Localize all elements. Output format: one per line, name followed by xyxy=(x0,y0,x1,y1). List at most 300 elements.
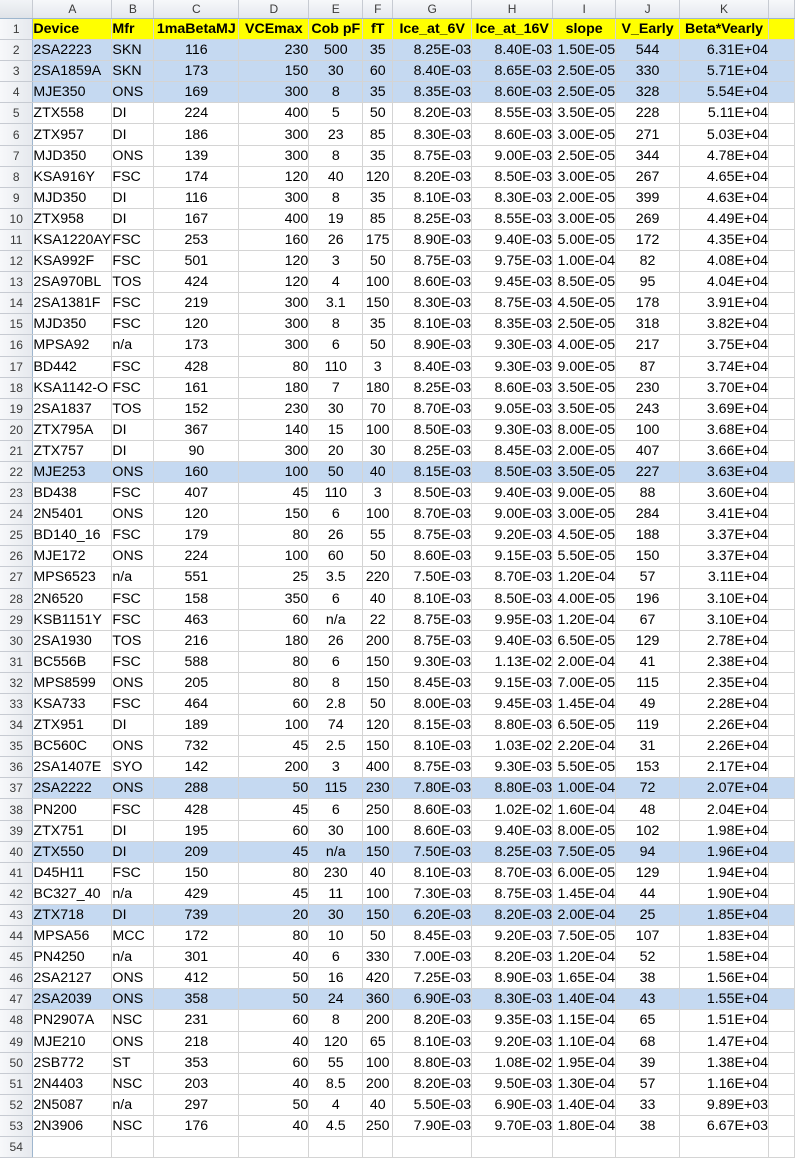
cell[interactable]: 1.90E+04 xyxy=(680,883,769,904)
cell[interactable] xyxy=(363,1136,393,1157)
cell[interactable]: 6.50E-05 xyxy=(553,630,616,651)
cell[interactable]: 45 xyxy=(239,483,309,504)
cell[interactable]: 2SA2222 xyxy=(33,778,112,799)
cell[interactable]: 209 xyxy=(154,841,239,862)
cell[interactable]: 8.15E-03 xyxy=(393,715,472,736)
cell[interactable]: n/a xyxy=(309,609,363,630)
cell[interactable]: 8.10E-03 xyxy=(393,588,472,609)
cell[interactable]: 318 xyxy=(616,314,680,335)
cell[interactable] xyxy=(616,1136,680,1157)
cell[interactable]: 269 xyxy=(616,208,680,229)
cell[interactable]: 1.20E-04 xyxy=(553,947,616,968)
cell[interactable]: 3.11E+04 xyxy=(680,567,769,588)
cell[interactable]: 172 xyxy=(616,229,680,250)
cell[interactable]: 464 xyxy=(154,694,239,715)
cell[interactable]: 300 xyxy=(239,335,309,356)
cell[interactable]: 3.37E+04 xyxy=(680,546,769,567)
cell[interactable]: 2.17E+04 xyxy=(680,757,769,778)
cell[interactable]: MJD350 xyxy=(33,145,112,166)
cell[interactable]: 95 xyxy=(616,272,680,293)
cell[interactable]: PN4250 xyxy=(33,947,112,968)
cell[interactable]: 551 xyxy=(154,567,239,588)
cell-empty[interactable] xyxy=(769,356,795,377)
cell[interactable]: 8.75E-03 xyxy=(472,293,553,314)
cell[interactable]: 4.50E-05 xyxy=(553,525,616,546)
cell[interactable]: ONS xyxy=(112,504,154,525)
cell[interactable]: FSC xyxy=(112,651,154,672)
cell[interactable]: 107 xyxy=(616,926,680,947)
cell[interactable]: 330 xyxy=(363,947,393,968)
cell-empty[interactable] xyxy=(769,40,795,61)
cell[interactable]: SKN xyxy=(112,61,154,82)
cell[interactable]: 350 xyxy=(239,588,309,609)
column-title-cell[interactable]: Device xyxy=(33,19,112,40)
cell[interactable]: 139 xyxy=(154,145,239,166)
cell[interactable]: 1.00E-04 xyxy=(553,778,616,799)
row-header[interactable]: 46 xyxy=(0,968,33,989)
cell[interactable]: FSC xyxy=(112,799,154,820)
cell[interactable]: 8.20E-03 xyxy=(472,947,553,968)
cell[interactable] xyxy=(393,1136,472,1157)
cell[interactable]: 9.40E-03 xyxy=(472,483,553,504)
cell[interactable]: KSA992F xyxy=(33,251,112,272)
cell[interactable]: 1.08E-02 xyxy=(472,1052,553,1073)
cell[interactable]: 100 xyxy=(363,419,393,440)
cell[interactable]: 3.00E-05 xyxy=(553,208,616,229)
cell-empty[interactable] xyxy=(769,757,795,778)
cell[interactable]: 80 xyxy=(239,672,309,693)
cell[interactable]: 82 xyxy=(616,251,680,272)
cell[interactable]: 9.75E-03 xyxy=(472,251,553,272)
cell[interactable]: 360 xyxy=(363,989,393,1010)
cell[interactable]: 100 xyxy=(363,1052,393,1073)
cell[interactable]: 6 xyxy=(309,947,363,968)
cell[interactable]: 100 xyxy=(239,461,309,482)
column-header[interactable]: B xyxy=(112,0,154,19)
cell[interactable]: 88 xyxy=(616,483,680,504)
cell[interactable]: 8.55E-03 xyxy=(472,103,553,124)
cell[interactable]: 5 xyxy=(309,103,363,124)
cell[interactable]: 1.38E+04 xyxy=(680,1052,769,1073)
cell[interactable]: NSC xyxy=(112,1073,154,1094)
cell[interactable]: 9.30E-03 xyxy=(472,356,553,377)
row-header[interactable]: 9 xyxy=(0,187,33,208)
cell[interactable]: 8.10E-03 xyxy=(393,736,472,757)
cell[interactable]: 2.28E+04 xyxy=(680,694,769,715)
cell[interactable]: 8.45E-03 xyxy=(393,672,472,693)
cell[interactable]: 399 xyxy=(616,187,680,208)
cell[interactable]: 175 xyxy=(363,229,393,250)
cell[interactable]: 57 xyxy=(616,567,680,588)
cell[interactable]: 5.50E-05 xyxy=(553,757,616,778)
cell[interactable]: 4.63E+04 xyxy=(680,187,769,208)
cell[interactable]: 3.74E+04 xyxy=(680,356,769,377)
cell[interactable]: 24 xyxy=(309,989,363,1010)
cell[interactable]: 35 xyxy=(363,187,393,208)
cell[interactable]: ZTX957 xyxy=(33,124,112,145)
cell[interactable]: 2SA1407E xyxy=(33,757,112,778)
cell[interactable]: 9.20E-03 xyxy=(472,525,553,546)
cell[interactable]: 26 xyxy=(309,630,363,651)
cell[interactable]: 3.91E+04 xyxy=(680,293,769,314)
cell[interactable]: 50 xyxy=(363,926,393,947)
cell[interactable]: 407 xyxy=(616,440,680,461)
cell[interactable]: 1.55E+04 xyxy=(680,989,769,1010)
cell[interactable]: 9.00E-03 xyxy=(472,145,553,166)
cell[interactable]: 1.03E-02 xyxy=(472,736,553,757)
cell[interactable]: BD140_16 xyxy=(33,525,112,546)
cell[interactable]: 120 xyxy=(239,166,309,187)
cell[interactable]: 120 xyxy=(309,1031,363,1052)
cell-empty[interactable] xyxy=(769,609,795,630)
cell[interactable]: 1.51E+04 xyxy=(680,1010,769,1031)
cell[interactable]: 31 xyxy=(616,736,680,757)
cell[interactable]: 150 xyxy=(363,651,393,672)
cell[interactable]: 158 xyxy=(154,588,239,609)
cell[interactable]: 2SB772 xyxy=(33,1052,112,1073)
cell[interactable]: 2.20E-04 xyxy=(553,736,616,757)
cell[interactable]: 8.15E-03 xyxy=(393,461,472,482)
cell[interactable]: 288 xyxy=(154,778,239,799)
cell[interactable]: 4.35E+04 xyxy=(680,229,769,250)
cell[interactable]: 1.30E-04 xyxy=(553,1073,616,1094)
cell[interactable]: 9.00E-03 xyxy=(472,504,553,525)
cell[interactable]: 1.10E-04 xyxy=(553,1031,616,1052)
cell[interactable]: 3.00E-05 xyxy=(553,124,616,145)
cell[interactable]: 8.10E-03 xyxy=(393,187,472,208)
cell[interactable]: 100 xyxy=(363,272,393,293)
cell[interactable]: 284 xyxy=(616,504,680,525)
cell[interactable]: 420 xyxy=(363,968,393,989)
cell[interactable]: 67 xyxy=(616,609,680,630)
cell[interactable]: 60 xyxy=(239,820,309,841)
column-header[interactable]: E xyxy=(309,0,363,19)
cell[interactable]: 40 xyxy=(363,1094,393,1115)
cell[interactable]: 2SA1859A xyxy=(33,61,112,82)
cell[interactable]: 3.82E+04 xyxy=(680,314,769,335)
cell[interactable]: 8.10E-03 xyxy=(393,1031,472,1052)
cell[interactable]: 6 xyxy=(309,335,363,356)
column-title-cell[interactable]: Beta*Vearly xyxy=(680,19,769,40)
column-header[interactable]: K xyxy=(680,0,769,19)
cell[interactable]: 300 xyxy=(239,82,309,103)
cell[interactable]: FSC xyxy=(112,862,154,883)
cell[interactable]: 120 xyxy=(239,251,309,272)
cell-empty[interactable] xyxy=(769,525,795,546)
cell[interactable]: 176 xyxy=(154,1115,239,1136)
cell[interactable]: 200 xyxy=(363,630,393,651)
cell[interactable]: 150 xyxy=(239,504,309,525)
row-header[interactable]: 8 xyxy=(0,166,33,187)
cell[interactable]: 22 xyxy=(363,609,393,630)
cell[interactable]: 94 xyxy=(616,841,680,862)
cell[interactable]: 74 xyxy=(309,715,363,736)
cell[interactable]: 9.40E-03 xyxy=(472,820,553,841)
cell[interactable]: 6 xyxy=(309,651,363,672)
cell[interactable]: 407 xyxy=(154,483,239,504)
cell[interactable]: 9.30E-03 xyxy=(393,651,472,672)
cell[interactable]: 8.25E-03 xyxy=(472,841,553,862)
cell-empty[interactable] xyxy=(769,166,795,187)
cell[interactable]: SKN xyxy=(112,40,154,61)
cell[interactable]: 188 xyxy=(616,525,680,546)
cell[interactable]: 8.65E-03 xyxy=(472,61,553,82)
column-title-cell[interactable]: Mfr xyxy=(112,19,154,40)
cell[interactable]: 250 xyxy=(363,799,393,820)
cell[interactable]: 1.80E-04 xyxy=(553,1115,616,1136)
cell-empty[interactable] xyxy=(769,1031,795,1052)
cell[interactable]: 6.90E-03 xyxy=(472,1094,553,1115)
cell[interactable]: ZTX550 xyxy=(33,841,112,862)
cell[interactable]: 3.60E+04 xyxy=(680,483,769,504)
column-header[interactable]: H xyxy=(472,0,553,19)
cell[interactable]: 20 xyxy=(309,440,363,461)
cell-empty[interactable] xyxy=(769,82,795,103)
cell[interactable]: 9.30E-03 xyxy=(472,757,553,778)
cell[interactable]: 161 xyxy=(154,377,239,398)
cell[interactable]: 40 xyxy=(363,588,393,609)
cell[interactable]: DI xyxy=(112,715,154,736)
cell[interactable]: 1.98E+04 xyxy=(680,820,769,841)
cell[interactable]: 3.50E-05 xyxy=(553,377,616,398)
cell[interactable]: MJD350 xyxy=(33,314,112,335)
cell[interactable]: 2SA2127 xyxy=(33,968,112,989)
row-header[interactable]: 30 xyxy=(0,630,33,651)
cell[interactable]: FSC xyxy=(112,377,154,398)
cell-empty[interactable] xyxy=(769,694,795,715)
cell[interactable]: 150 xyxy=(363,293,393,314)
cell[interactable]: 8.00E-05 xyxy=(553,419,616,440)
cell[interactable] xyxy=(553,1136,616,1157)
cell[interactable]: 7.50E-05 xyxy=(553,841,616,862)
cell[interactable]: 2SA1930 xyxy=(33,630,112,651)
cell[interactable]: 80 xyxy=(239,651,309,672)
cell-empty[interactable] xyxy=(769,1136,795,1157)
cell[interactable]: 180 xyxy=(363,377,393,398)
cell[interactable]: 50 xyxy=(239,778,309,799)
cell-empty[interactable] xyxy=(769,187,795,208)
cell[interactable]: 8.40E-03 xyxy=(393,356,472,377)
cell[interactable]: 100 xyxy=(616,419,680,440)
cell[interactable]: 23 xyxy=(309,124,363,145)
cell[interactable]: 412 xyxy=(154,968,239,989)
cell[interactable]: 230 xyxy=(616,377,680,398)
column-header[interactable]: D xyxy=(239,0,309,19)
cell[interactable]: 2.00E-04 xyxy=(553,651,616,672)
cell[interactable]: 8.55E-03 xyxy=(472,208,553,229)
cell[interactable] xyxy=(33,1136,112,1157)
cell[interactable]: DI xyxy=(112,103,154,124)
cell[interactable]: 15 xyxy=(309,419,363,440)
row-header[interactable]: 6 xyxy=(0,124,33,145)
cell[interactable]: 195 xyxy=(154,820,239,841)
cell[interactable]: 50 xyxy=(309,461,363,482)
cell[interactable]: 85 xyxy=(363,208,393,229)
cell[interactable]: 2N4403 xyxy=(33,1073,112,1094)
cell[interactable]: 26 xyxy=(309,229,363,250)
cell-empty[interactable] xyxy=(769,440,795,461)
cell[interactable]: 8.80E-03 xyxy=(472,778,553,799)
cell[interactable]: 271 xyxy=(616,124,680,145)
select-all-corner[interactable] xyxy=(0,0,33,19)
cell[interactable]: 231 xyxy=(154,1010,239,1031)
cell[interactable]: ONS xyxy=(112,672,154,693)
cell[interactable]: 179 xyxy=(154,525,239,546)
cell[interactable]: 150 xyxy=(363,736,393,757)
cell[interactable]: 120 xyxy=(363,166,393,187)
cell[interactable]: 41 xyxy=(616,651,680,672)
row-header[interactable]: 44 xyxy=(0,926,33,947)
cell[interactable]: 3.5 xyxy=(309,567,363,588)
cell[interactable]: 243 xyxy=(616,398,680,419)
cell[interactable]: 116 xyxy=(154,187,239,208)
cell[interactable]: 40 xyxy=(239,947,309,968)
cell[interactable]: 35 xyxy=(363,314,393,335)
cell[interactable]: 400 xyxy=(363,757,393,778)
cell-empty[interactable] xyxy=(769,461,795,482)
cell-empty[interactable] xyxy=(769,715,795,736)
cell[interactable]: 35 xyxy=(363,145,393,166)
cell[interactable]: 25 xyxy=(239,567,309,588)
cell[interactable]: 218 xyxy=(154,1031,239,1052)
cell-empty[interactable] xyxy=(769,251,795,272)
cell[interactable]: 50 xyxy=(239,1094,309,1115)
cell[interactable]: ONS xyxy=(112,778,154,799)
cell[interactable]: 8.50E-05 xyxy=(553,272,616,293)
cell[interactable]: 2N3906 xyxy=(33,1115,112,1136)
cell[interactable]: 230 xyxy=(309,862,363,883)
cell[interactable]: 358 xyxy=(154,989,239,1010)
cell[interactable]: 8 xyxy=(309,314,363,335)
cell[interactable]: 19 xyxy=(309,208,363,229)
cell[interactable]: 216 xyxy=(154,630,239,651)
cell[interactable]: ONS xyxy=(112,145,154,166)
cell[interactable]: 1.20E-04 xyxy=(553,609,616,630)
cell[interactable] xyxy=(472,1136,553,1157)
cell[interactable]: 30 xyxy=(309,398,363,419)
cell[interactable]: DI xyxy=(112,187,154,208)
cell[interactable]: FSC xyxy=(112,694,154,715)
cell[interactable]: 189 xyxy=(154,715,239,736)
row-header[interactable]: 37 xyxy=(0,778,33,799)
cell[interactable]: 9.45E-03 xyxy=(472,272,553,293)
cell[interactable]: 8.30E-03 xyxy=(472,187,553,208)
cell[interactable]: 224 xyxy=(154,546,239,567)
cell[interactable]: DI xyxy=(112,904,154,925)
row-header[interactable]: 23 xyxy=(0,483,33,504)
cell[interactable]: 2SA1837 xyxy=(33,398,112,419)
cell[interactable]: 2.50E-05 xyxy=(553,61,616,82)
cell[interactable]: 40 xyxy=(239,1073,309,1094)
cell[interactable]: 1.15E-04 xyxy=(553,1010,616,1031)
cell[interactable]: 2.50E-05 xyxy=(553,145,616,166)
cell[interactable]: 5.03E+04 xyxy=(680,124,769,145)
cell[interactable]: 8.60E-03 xyxy=(393,820,472,841)
cell[interactable]: 6 xyxy=(309,588,363,609)
column-title-cell[interactable]: V_Early xyxy=(616,19,680,40)
cell[interactable]: 1.56E+04 xyxy=(680,968,769,989)
cell-empty[interactable] xyxy=(769,483,795,504)
cell[interactable]: 178 xyxy=(616,293,680,314)
cell[interactable]: MPSA56 xyxy=(33,926,112,947)
cell[interactable]: 120 xyxy=(363,715,393,736)
cell[interactable]: 217 xyxy=(616,335,680,356)
cell[interactable]: ONS xyxy=(112,546,154,567)
cell[interactable]: 68 xyxy=(616,1031,680,1052)
cell[interactable]: 7 xyxy=(309,377,363,398)
cell[interactable]: 100 xyxy=(239,546,309,567)
cell[interactable] xyxy=(239,1136,309,1157)
cell[interactable]: 44 xyxy=(616,883,680,904)
cell[interactable]: 169 xyxy=(154,82,239,103)
cell[interactable]: n/a xyxy=(112,567,154,588)
row-header[interactable]: 47 xyxy=(0,989,33,1010)
cell[interactable]: 3.50E-05 xyxy=(553,461,616,482)
row-header[interactable]: 7 xyxy=(0,145,33,166)
cell[interactable]: 2.50E-05 xyxy=(553,314,616,335)
cell[interactable]: 35 xyxy=(363,82,393,103)
row-header[interactable]: 5 xyxy=(0,103,33,124)
cell[interactable]: 1.16E+04 xyxy=(680,1073,769,1094)
row-header[interactable]: 27 xyxy=(0,567,33,588)
cell[interactable]: 102 xyxy=(616,820,680,841)
cell[interactable]: ZTX751 xyxy=(33,820,112,841)
cell-empty[interactable] xyxy=(769,736,795,757)
cell[interactable]: 8.25E-03 xyxy=(393,440,472,461)
cell[interactable]: DI xyxy=(112,419,154,440)
cell[interactable]: 230 xyxy=(239,398,309,419)
cell[interactable]: TOS xyxy=(112,630,154,651)
cell[interactable]: 8.75E-03 xyxy=(393,757,472,778)
cell[interactable]: 26 xyxy=(309,525,363,546)
cell[interactable]: 40 xyxy=(363,862,393,883)
cell[interactable]: 6 xyxy=(309,504,363,525)
cell[interactable]: 300 xyxy=(239,145,309,166)
cell[interactable]: 6.67E+03 xyxy=(680,1115,769,1136)
cell[interactable]: 2SA2039 xyxy=(33,989,112,1010)
row-header[interactable]: 17 xyxy=(0,356,33,377)
cell[interactable]: DI xyxy=(112,208,154,229)
cell[interactable]: n/a xyxy=(309,841,363,862)
cell[interactable]: 7.50E-03 xyxy=(393,841,472,862)
cell[interactable]: 8.75E-03 xyxy=(393,251,472,272)
cell[interactable]: 8.30E-03 xyxy=(472,989,553,1010)
cell[interactable]: 200 xyxy=(239,757,309,778)
cell[interactable]: 2N6520 xyxy=(33,588,112,609)
row-header[interactable]: 43 xyxy=(0,904,33,925)
cell[interactable]: n/a xyxy=(112,883,154,904)
cell[interactable]: 2N5401 xyxy=(33,504,112,525)
cell[interactable]: 9.00E-05 xyxy=(553,356,616,377)
cell[interactable]: 167 xyxy=(154,208,239,229)
row-header[interactable]: 10 xyxy=(0,208,33,229)
cell[interactable]: ZTX958 xyxy=(33,208,112,229)
cell[interactable]: 2.04E+04 xyxy=(680,799,769,820)
cell[interactable]: 100 xyxy=(239,715,309,736)
cell[interactable]: DI xyxy=(112,841,154,862)
cell[interactable]: 5.71E+04 xyxy=(680,61,769,82)
cell[interactable]: ZTX718 xyxy=(33,904,112,925)
cell[interactable]: 152 xyxy=(154,398,239,419)
cell[interactable]: 3.68E+04 xyxy=(680,419,769,440)
cell[interactable]: 3.69E+04 xyxy=(680,398,769,419)
cell-empty[interactable] xyxy=(769,103,795,124)
cell[interactable]: 50 xyxy=(363,546,393,567)
cell[interactable]: 80 xyxy=(239,862,309,883)
cell[interactable]: 50 xyxy=(239,968,309,989)
cell[interactable]: 2.8 xyxy=(309,694,363,715)
row-header[interactable]: 18 xyxy=(0,377,33,398)
